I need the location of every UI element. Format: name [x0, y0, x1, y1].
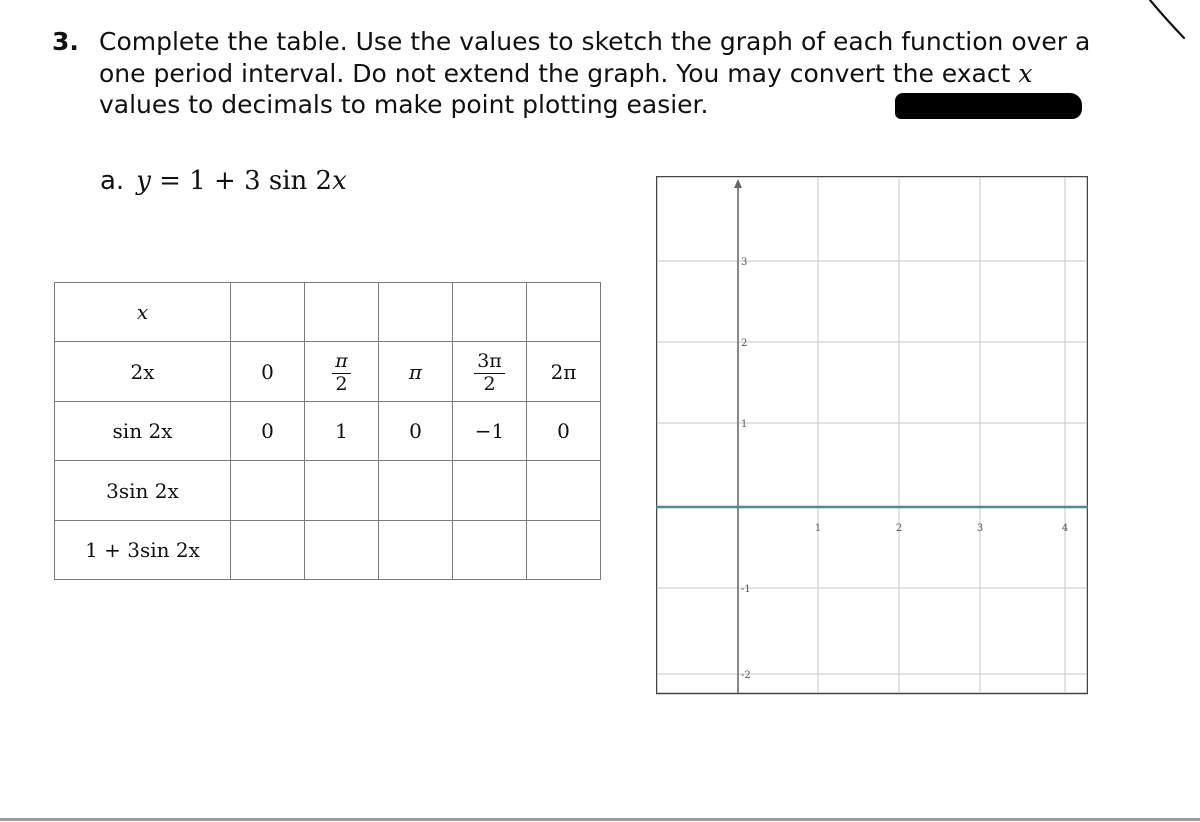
- y-tick-label: 1: [741, 419, 748, 430]
- question-line-2: [99, 58, 1032, 90]
- values-table: [54, 282, 601, 580]
- equation-x: x: [332, 166, 347, 196]
- fraction-3pi-over-2: [474, 352, 505, 395]
- question-line-2-text: one period interval. Do not extend the graph. You may convert the exact: [99, 59, 1019, 88]
- x-tick-label: 4: [1061, 523, 1069, 534]
- fraction-denominator: 2: [335, 373, 348, 395]
- function-equation: [136, 166, 347, 196]
- pen-stroke-mark: [1110, 0, 1200, 60]
- cell-2x-3: π: [379, 342, 453, 402]
- row-header-sin2x: sin 2x: [55, 402, 231, 461]
- page-bottom-border: [0, 818, 1200, 821]
- table-row-1plus3sin2x: [55, 521, 601, 580]
- table-row-sin2x: [55, 402, 601, 461]
- fraction-pi-over-2: [332, 352, 351, 395]
- y-tick-label: -1: [741, 584, 751, 595]
- cell-y-2[interactable]: [305, 521, 379, 580]
- row-header-2x: [55, 342, 231, 402]
- cell-y-4[interactable]: [453, 521, 527, 580]
- cell-sin-2: 1: [305, 402, 379, 461]
- x-tick-label: 2: [895, 523, 903, 534]
- equation-body: = 1 + 3 sin 2: [150, 166, 333, 196]
- cell-3sin-1[interactable]: [231, 461, 305, 521]
- table-row-3sin2x: [55, 461, 601, 521]
- cell-sin-5: 0: [527, 402, 601, 461]
- cell-x-3[interactable]: [379, 283, 453, 342]
- row-header-x: x: [55, 283, 231, 342]
- question-line-1: Complete the table. Use the values to sketch the graph of each function over a: [99, 27, 1091, 56]
- y-tick-label: 2: [741, 338, 748, 349]
- question-number: 3.: [52, 27, 79, 56]
- cell-sin-3: 0: [379, 402, 453, 461]
- cell-2x-1: 0: [231, 342, 305, 402]
- cell-x-5[interactable]: [527, 283, 601, 342]
- coordinate-grid[interactable]: [656, 176, 1088, 696]
- cell-2x-4: [453, 342, 527, 402]
- cell-x-1[interactable]: [231, 283, 305, 342]
- fraction-denominator: 2: [483, 373, 496, 395]
- question-line-3: values to decimals to make point plotting easier.: [99, 90, 709, 119]
- y-tick-label: -2: [741, 670, 751, 681]
- cell-y-3[interactable]: [379, 521, 453, 580]
- fraction-numerator: 3π: [474, 352, 505, 374]
- cell-3sin-3[interactable]: [379, 461, 453, 521]
- part-letter: a.: [100, 166, 125, 196]
- cell-2x-2: [305, 342, 379, 402]
- cell-x-4[interactable]: [453, 283, 527, 342]
- cell-sin-4: −1: [453, 402, 527, 461]
- part-a-heading: [100, 166, 347, 196]
- cell-x-2[interactable]: [305, 283, 379, 342]
- row-header-2x-text: 2x: [130, 359, 155, 384]
- x-tick-label: 1: [814, 523, 822, 534]
- cell-y-5[interactable]: [527, 521, 601, 580]
- x-tick-label: 3: [976, 523, 984, 534]
- row-header-1plus3sin2x: 1 + 3sin 2x: [55, 521, 231, 580]
- row-header-3sin2x: 3sin 2x: [55, 461, 231, 521]
- cell-y-1[interactable]: [231, 521, 305, 580]
- question-line-2-variable: x: [1018, 59, 1033, 88]
- cell-3sin-4[interactable]: [453, 461, 527, 521]
- cell-3sin-5[interactable]: [527, 461, 601, 521]
- table-row-x: [55, 283, 601, 342]
- cell-3sin-2[interactable]: [305, 461, 379, 521]
- table-row-2x: [55, 342, 601, 402]
- equation-y: y: [136, 166, 151, 196]
- y-tick-label: 3: [741, 257, 748, 268]
- fraction-numerator: π: [332, 352, 351, 374]
- graph-background: [657, 177, 1088, 694]
- cell-2x-5: 2π: [527, 342, 601, 402]
- cell-sin-1: 0: [231, 402, 305, 461]
- redaction-mark: [895, 93, 1082, 119]
